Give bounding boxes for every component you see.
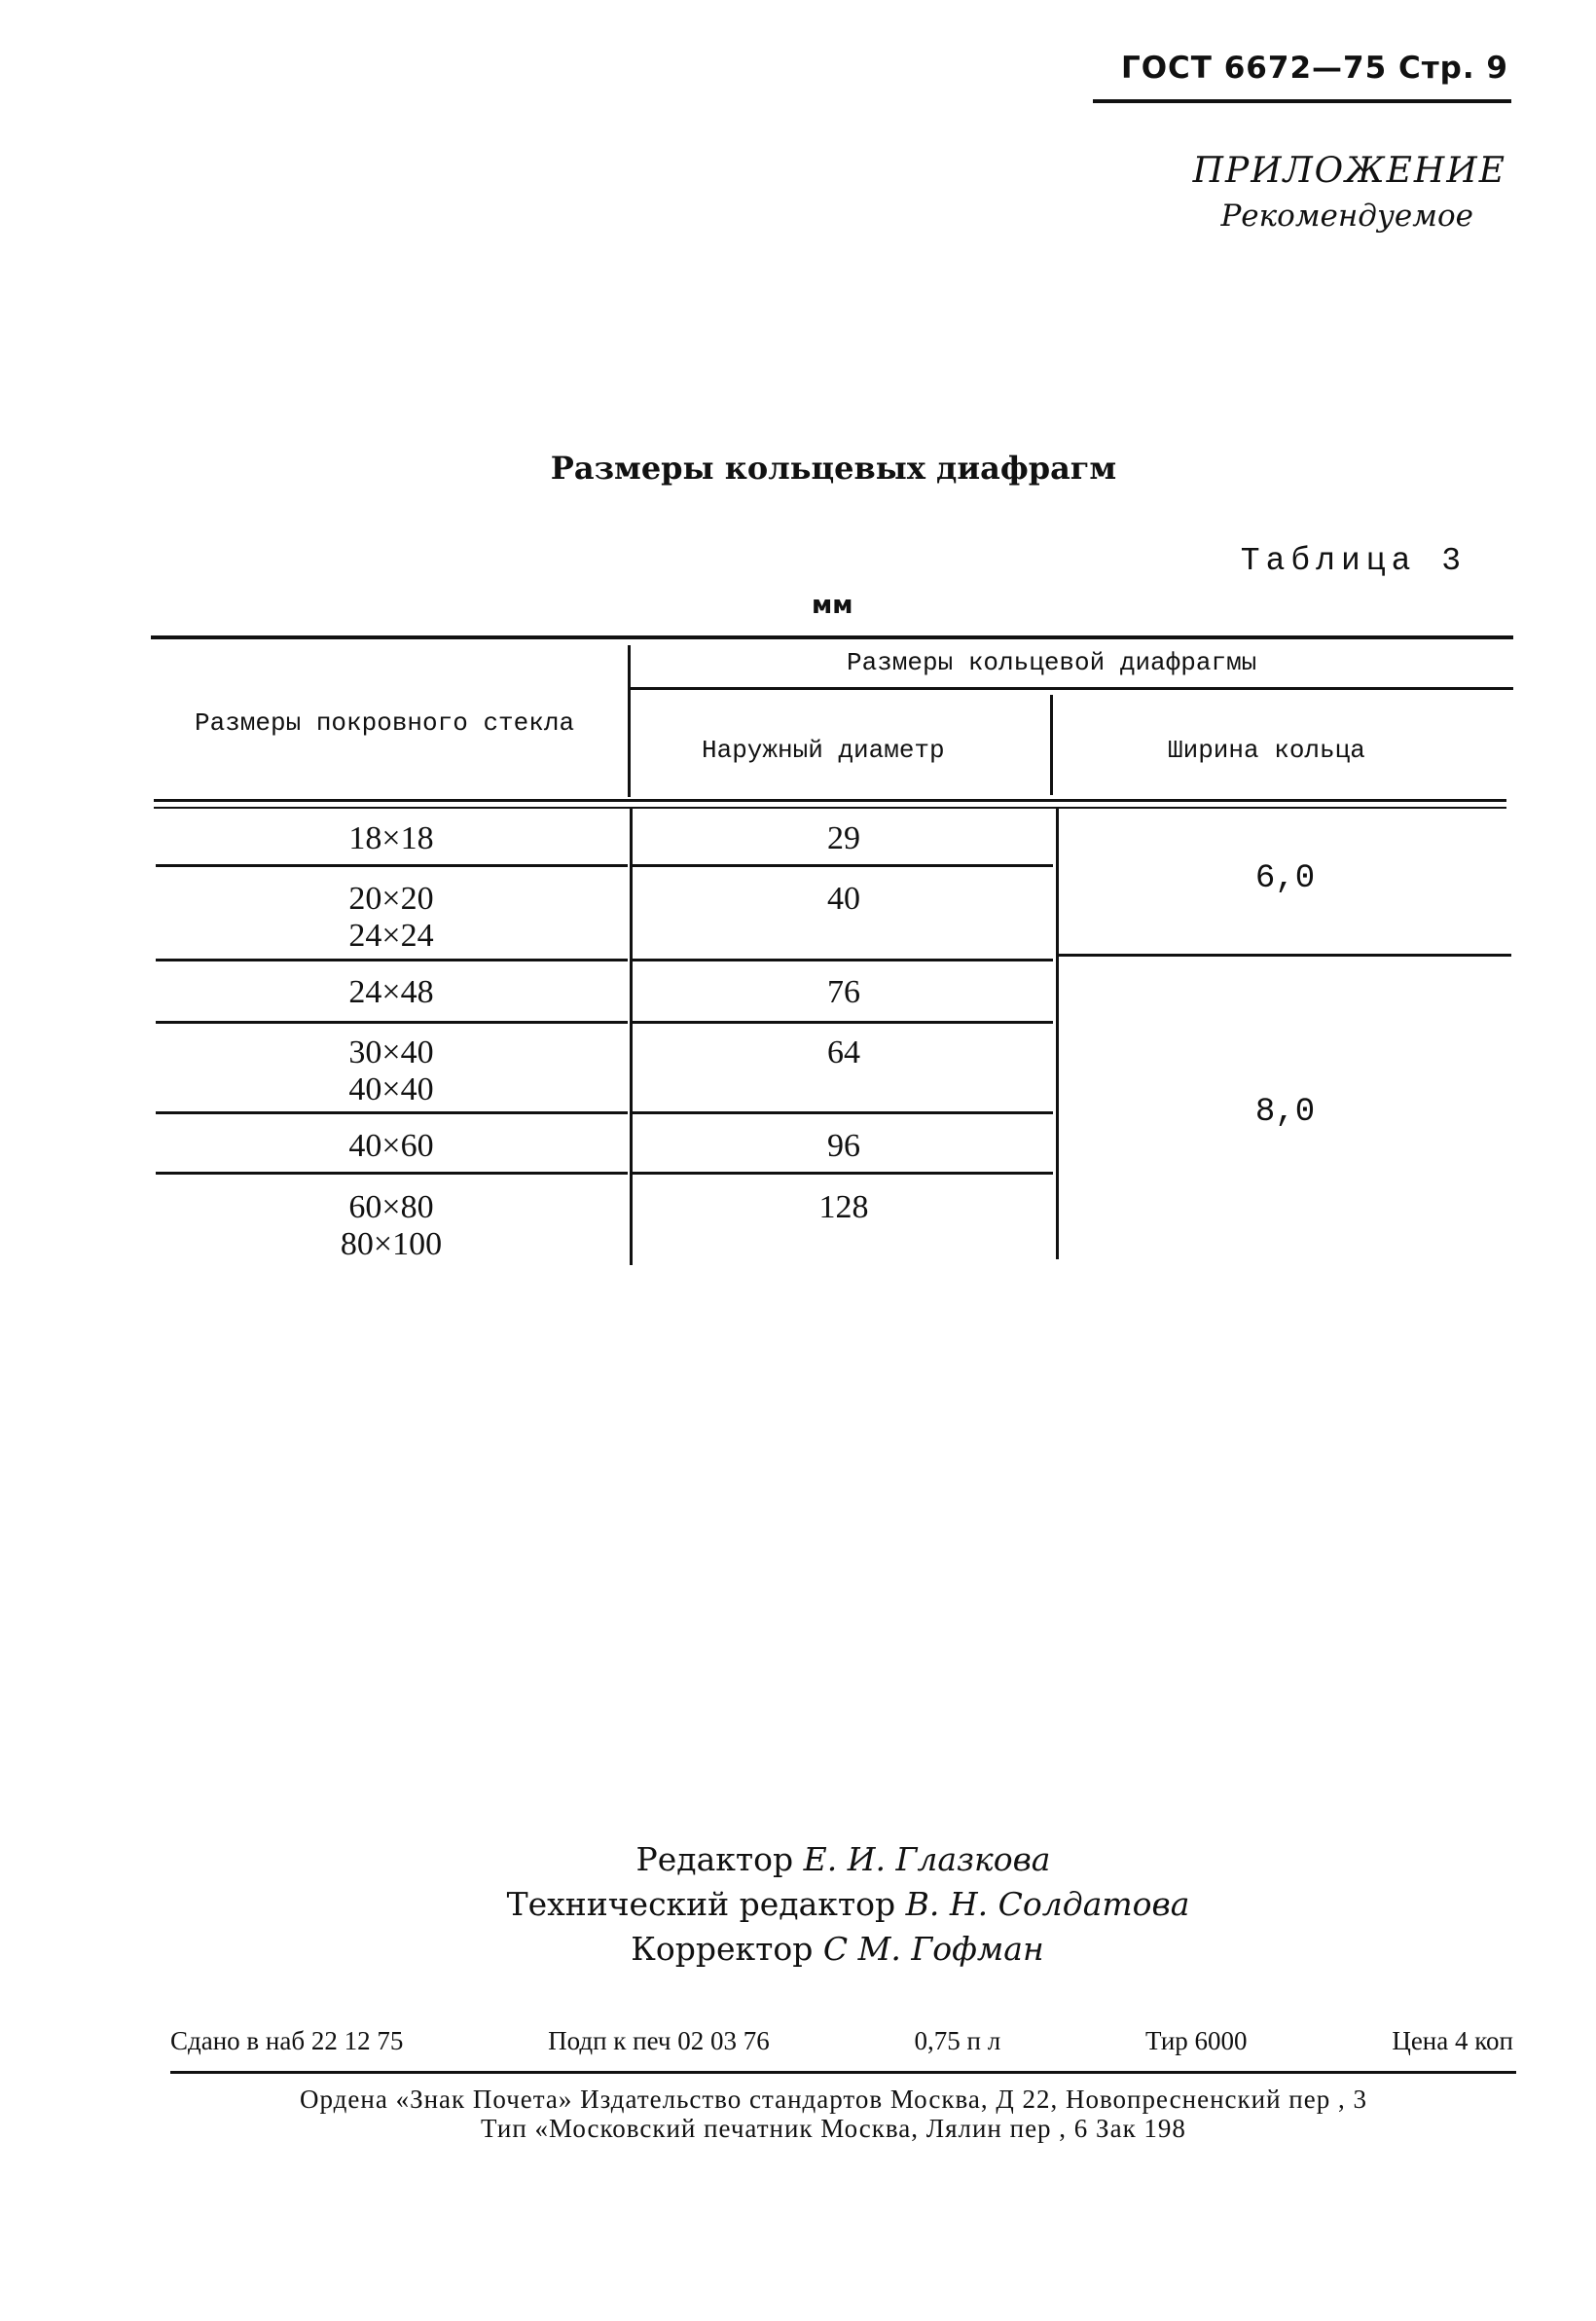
table-cell-diameter: 29 [827, 820, 860, 856]
table-cell-glass: 60×80 [348, 1189, 434, 1225]
table-cell-glass: 24×24 [348, 918, 434, 954]
table-cell-diameter: 96 [827, 1128, 860, 1164]
table-top-rule [151, 635, 1513, 639]
row-rule [156, 959, 628, 961]
appendix-title: ПРИЛОЖЕНИЕ [1192, 151, 1506, 191]
table-label: Таблица 3 [1240, 543, 1467, 579]
publisher-block [0, 2085, 1596, 2143]
row-rule [633, 864, 1053, 867]
imprint-print-run: Тир 6000 [1145, 2026, 1248, 2055]
table-cell-glass: 40×40 [348, 1071, 434, 1107]
header-divider-sub [1050, 695, 1053, 795]
row-rule [156, 1021, 628, 1024]
row-rule [156, 1111, 628, 1114]
table-cell-diameter: 76 [827, 974, 860, 1010]
header-ring-width: Ширина кольца [1168, 736, 1365, 765]
imprint-submitted: Сдано в наб 22 12 75 [170, 2026, 404, 2055]
imprint-rule [170, 2071, 1516, 2074]
row-rule [633, 1172, 1053, 1175]
header-outer-diameter: Наружный диаметр [702, 736, 945, 765]
publisher-line: Ордена «Знак Почета» Издательство стандартов Москва, Д 22, Новопресненский пер , 3 [300, 2085, 1367, 2114]
header-diaphragm-group: Размеры кольцевой диафрагмы [847, 648, 1257, 677]
credit-proofreader [0, 1927, 1596, 1972]
credit-tech-editor [0, 1882, 1596, 1927]
credit-tech-editor-name: В. Н. Солдатова [905, 1885, 1190, 1923]
table-cell-glass: 24×48 [348, 974, 434, 1010]
running-head: ГОСТ 6672—75 Стр. 9 [1120, 51, 1508, 86]
section-title: Размеры кольцевых диафрагм [550, 450, 1117, 487]
imprint-price: Цена 4 коп [1392, 2026, 1513, 2055]
imprint-sheets: 0,75 п л [914, 2026, 1001, 2055]
group-rule [1059, 954, 1511, 957]
credit-tech-editor-role: Технический редактор [506, 1885, 896, 1923]
header-double-rule-a [154, 799, 1506, 802]
row-rule [633, 959, 1053, 961]
table-cell-diameter: 40 [827, 881, 860, 917]
table-cell-diameter: 128 [818, 1189, 869, 1225]
header-cover-glass: Размеры покровного стекла [195, 708, 575, 738]
table-cell-ring-width: 6,0 [1254, 860, 1316, 897]
credit-proofreader-role: Корректор [631, 1930, 814, 1968]
row-rule [633, 1021, 1053, 1024]
header-rule [1093, 99, 1511, 103]
row-rule [156, 864, 628, 867]
imprint-signed: Подп к печ 02 03 76 [548, 2026, 770, 2055]
table-cell-glass: 18×18 [348, 820, 434, 856]
credits-block [0, 1837, 1596, 1972]
credit-editor [0, 1837, 1596, 1882]
table-units: мм [812, 591, 853, 620]
appendix-status: Рекомендуемое [1220, 199, 1473, 234]
table-cell-glass: 40×60 [348, 1128, 434, 1164]
credit-editor-name: Е. И. Глазкова [803, 1840, 1051, 1878]
table-cell-glass: 20×20 [348, 881, 434, 917]
printer-line: Тип «Московский печатник Москва, Лялин пер , 6 Зак 198 [481, 2114, 1186, 2143]
row-rule [156, 1172, 628, 1175]
table-cell-glass: 80×100 [340, 1226, 443, 1262]
imprint-line [170, 2026, 1513, 2056]
table-cell-ring-width: 8,0 [1254, 1094, 1316, 1131]
credit-proofreader-name: С М. Гофман [822, 1930, 1044, 1968]
table-cell-diameter: 64 [827, 1034, 860, 1070]
header-divider-main [628, 645, 631, 797]
table-cell-glass: 30×40 [348, 1034, 434, 1070]
row-rule [633, 1111, 1053, 1114]
header-double-rule-b [154, 807, 1506, 809]
header-group-rule [628, 687, 1513, 690]
credit-editor-role: Редактор [635, 1840, 794, 1878]
